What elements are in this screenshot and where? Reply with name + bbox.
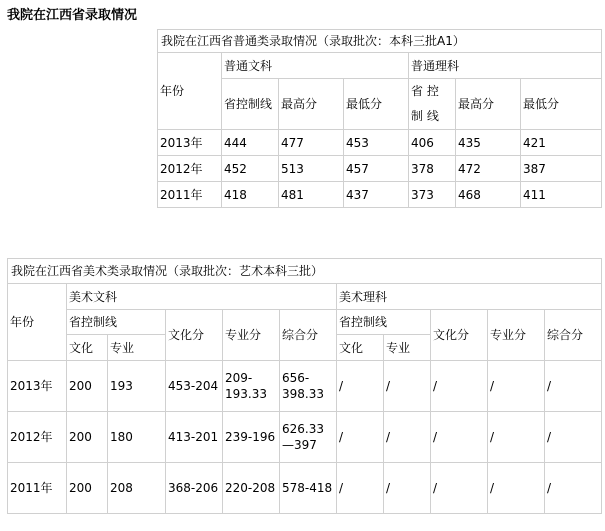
min-score-cell: 437 — [344, 182, 409, 208]
total-score-cell: 578-418 — [280, 463, 337, 514]
art-science-header: 美术理科 — [337, 284, 602, 310]
major-cell: / — [384, 463, 431, 514]
culture-cell: 200 — [67, 463, 108, 514]
total-score-cell: / — [545, 361, 602, 412]
table-caption: 我院在江西省美术类录取情况（录取批次：艺术本科三批） — [8, 259, 602, 284]
total-score-cell: 656-398.33 — [280, 361, 337, 412]
min-score-cell: 421 — [521, 130, 602, 156]
table-row — [158, 156, 602, 182]
year-cell: 2011年 — [8, 463, 67, 514]
control-line-cell: 444 — [222, 130, 279, 156]
year-cell: 2011年 — [158, 182, 222, 208]
major-cell: / — [384, 361, 431, 412]
table-row — [158, 130, 602, 156]
table-row — [8, 361, 602, 412]
culture-score-header: 文化分 — [166, 310, 223, 361]
total-score-cell: / — [545, 463, 602, 514]
control-line-cell: 418 — [222, 182, 279, 208]
major-cell: 180 — [108, 412, 166, 463]
year-header: 年份 — [8, 284, 67, 361]
total-score-header: 综合分 — [280, 310, 337, 361]
total-score-cell: 626.33—397 — [280, 412, 337, 463]
control-line-header: 省控制线 — [67, 310, 166, 335]
culture-cell: / — [337, 412, 384, 463]
max-score-cell: 435 — [456, 130, 521, 156]
ordinary-admission-table — [157, 29, 602, 208]
art-admission-table — [7, 258, 602, 514]
page-heading: 我院在江西省录取情况 — [7, 8, 138, 23]
max-score-cell: 481 — [279, 182, 344, 208]
major-header: 专业 — [108, 335, 166, 361]
min-score-cell: 453 — [344, 130, 409, 156]
culture-score-cell: / — [431, 463, 488, 514]
min-score-cell: 411 — [521, 182, 602, 208]
science-header: 普通理科 — [409, 53, 602, 79]
culture-cell: / — [337, 361, 384, 412]
total-score-cell: / — [545, 412, 602, 463]
culture-score-cell: 453-204 — [166, 361, 223, 412]
culture-score-header: 文化分 — [431, 310, 488, 361]
year-cell: 2012年 — [8, 412, 67, 463]
min-score-cell: 457 — [344, 156, 409, 182]
major-score-cell: / — [488, 412, 545, 463]
max-score-cell: 468 — [456, 182, 521, 208]
culture-header: 文化 — [67, 335, 108, 361]
max-score-cell: 477 — [279, 130, 344, 156]
culture-score-cell: 368-206 — [166, 463, 223, 514]
min-score-cell: 387 — [521, 156, 602, 182]
major-score-cell: 239-196 — [223, 412, 280, 463]
control-line-cell: 452 — [222, 156, 279, 182]
max-score-header: 最高分 — [279, 79, 344, 130]
major-score-cell: 220-208 — [223, 463, 280, 514]
major-score-header: 专业分 — [488, 310, 545, 361]
control-line-cell: 378 — [409, 156, 456, 182]
max-score-cell: 472 — [456, 156, 521, 182]
max-score-header: 最高分 — [456, 79, 521, 130]
control-line-header: 省控制线 — [222, 79, 279, 130]
year-cell: 2013年 — [8, 361, 67, 412]
major-cell: 208 — [108, 463, 166, 514]
major-score-cell: 209-193.33 — [223, 361, 280, 412]
major-score-header: 专业分 — [223, 310, 280, 361]
major-cell: / — [384, 412, 431, 463]
culture-score-cell: / — [431, 361, 488, 412]
total-score-header: 综合分 — [545, 310, 602, 361]
min-score-header: 最低分 — [344, 79, 409, 130]
liberal-arts-header: 普通文科 — [222, 53, 409, 79]
major-header: 专业 — [384, 335, 431, 361]
culture-score-cell: 413-201 — [166, 412, 223, 463]
culture-header: 文化 — [337, 335, 384, 361]
control-line-header: 省 控 制 线 — [409, 79, 456, 130]
year-cell: 2013年 — [158, 130, 222, 156]
control-line-cell: 373 — [409, 182, 456, 208]
major-cell: 193 — [108, 361, 166, 412]
table-row — [158, 182, 602, 208]
control-line-cell: 406 — [409, 130, 456, 156]
table-caption: 我院在江西省普通类录取情况（录取批次：本科三批A1） — [158, 30, 602, 53]
culture-cell: 200 — [67, 361, 108, 412]
min-score-header: 最低分 — [521, 79, 602, 130]
culture-score-cell: / — [431, 412, 488, 463]
culture-cell: 200 — [67, 412, 108, 463]
culture-cell: / — [337, 463, 384, 514]
control-line-header: 省控制线 — [337, 310, 431, 335]
year-header: 年份 — [158, 53, 222, 130]
major-score-cell: / — [488, 463, 545, 514]
art-liberal-arts-header: 美术文科 — [67, 284, 337, 310]
table-row — [8, 463, 602, 514]
table-row — [8, 412, 602, 463]
year-cell: 2012年 — [158, 156, 222, 182]
major-score-cell: / — [488, 361, 545, 412]
max-score-cell: 513 — [279, 156, 344, 182]
